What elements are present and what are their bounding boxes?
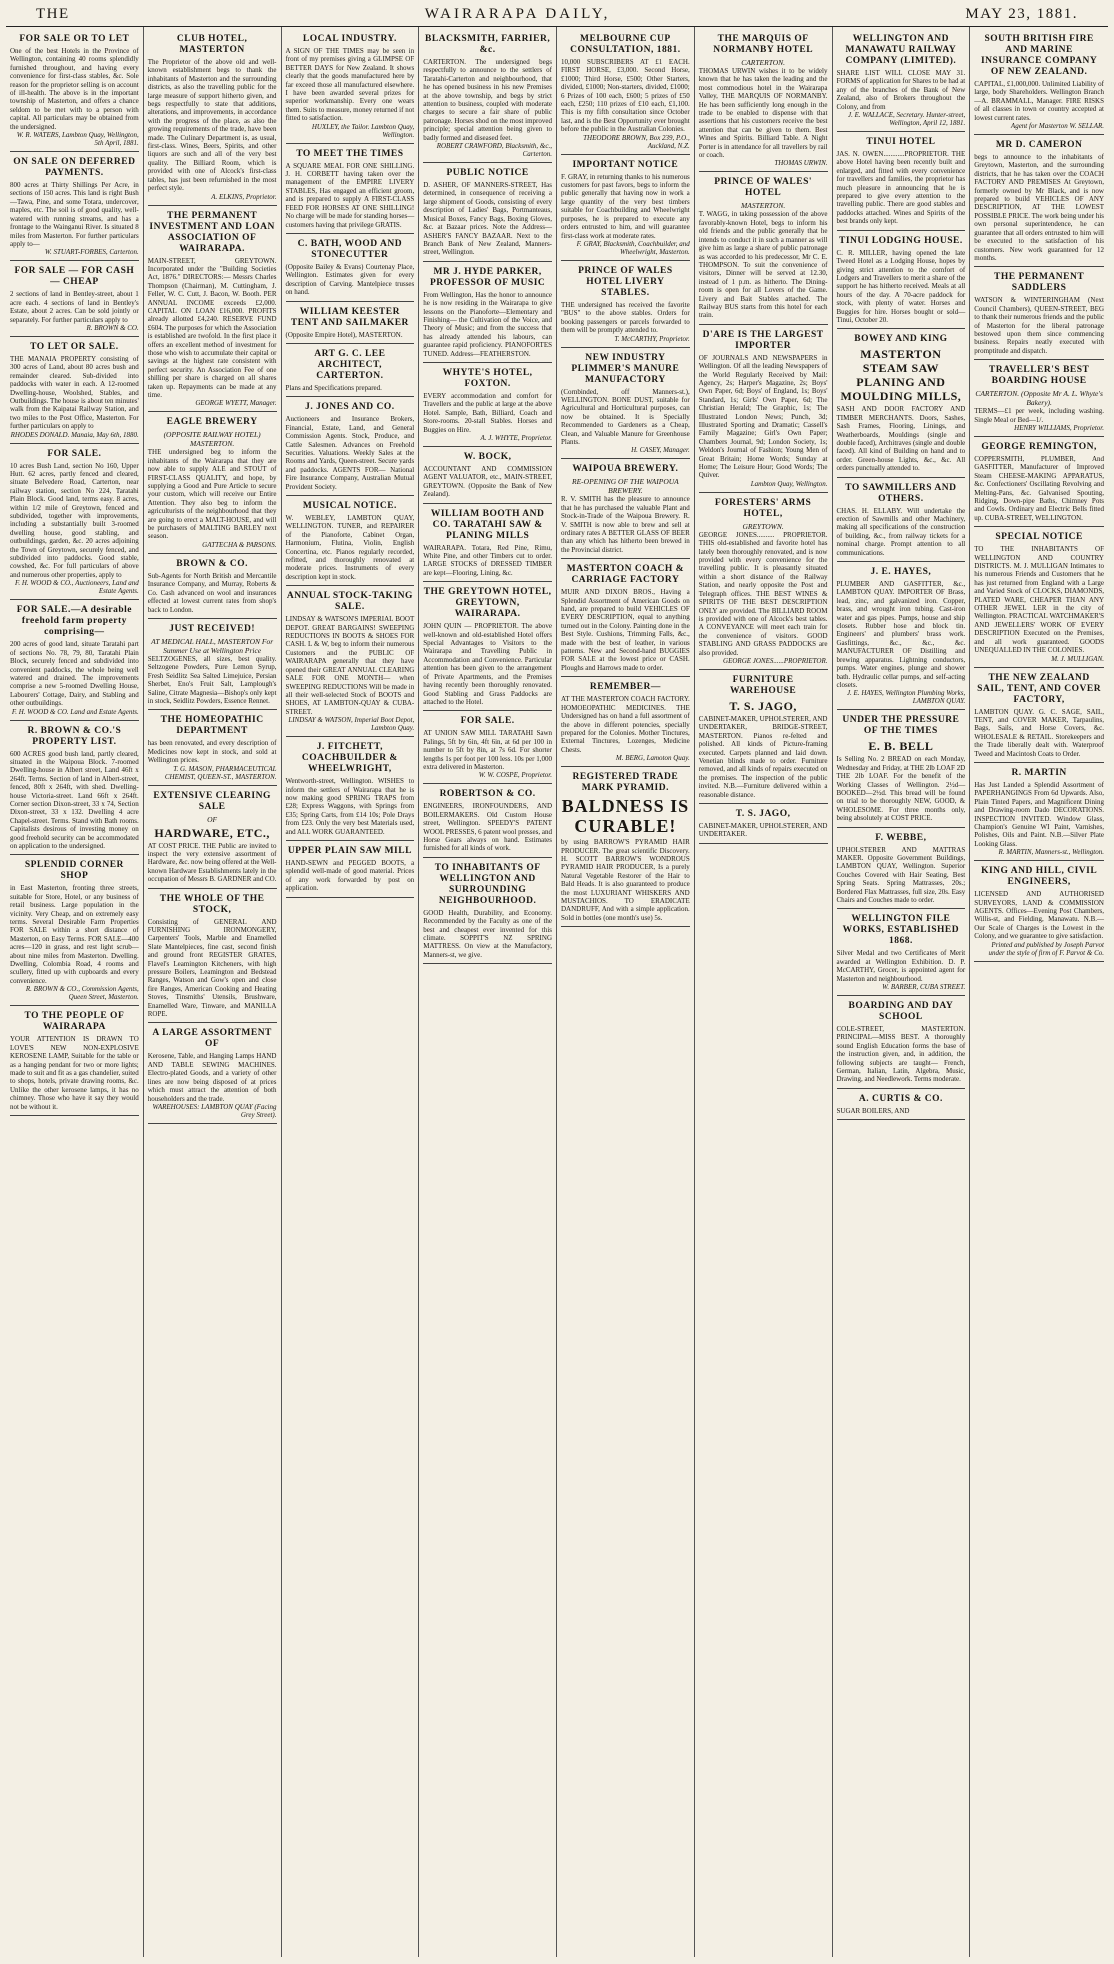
ad-signature: W. R. WATERS, Lambton Quay, Wellington, 5th April, 1881. [16, 131, 139, 148]
advertisement [561, 348, 690, 460]
masthead [6, 4, 1108, 27]
advertisement [423, 29, 552, 163]
advertisement [699, 804, 828, 844]
ad-heading: FOR SALE.—A desirable freehold farm property comprising— [16, 605, 133, 638]
ad-body: Wentworth-street, Wellington. WISHES to inform the settlers of Wairarapa that he is now making good SPRING TRAPS from £28; Express Waggons, with Springs from £35; Spring Carts, from £14 10s; Pole Drays from £23. Only the very best Materials used, and ALL WORK GUARANTEED. [285, 777, 415, 836]
ad-body: WATSON & WINTERINGHAM (Next Council Chambers), QUEEN-STREET, BEG to thank their numerous friends and the public of Masterton for the liberal patronage bestowed upon them since commencing business. Repairs neatly executed with promptitude and dispatch. [974, 296, 1104, 355]
advertisement [974, 135, 1104, 267]
advertisement [974, 29, 1104, 135]
ad-body: CAPITAL, £1,000,000. Unlimited Liability of large, body Shareholders. Wellington Branch—A. BRAMMALL, Manager. FIRE RISKS of all classes in town or country accepted at lowest current rates. [974, 80, 1104, 122]
ad-heading: TO SAWMILLERS AND OTHERS. [845, 482, 957, 504]
ad-body: CABINET-MAKER, UPHOLSTERER, AND UNDERTAKER, BRIDGE-STREET, MASTERTON. Pianos re-felted and polished. All kinds of Picture-framing executed. Carpets planned and laid down. Venetian blinds made to order. Furniture removed, and all kinds of repairs executed on the premises. The inspection of the public invited. N.B.—Furniture delivered within a reasonable distance. [698, 714, 828, 799]
ad-body: SHARE LIST WILL CLOSE MAY 31. FORMS of application for Shares to be had at any of the branches of the Bank of New Zealand, also of Brokers throughout the Colony, and from [836, 69, 966, 111]
ad-heading: BLACKSMITH, FARRIER, &c. [425, 34, 551, 55]
advertisement [148, 619, 277, 710]
ad-body: 600 ACRES good bush land, partly cleared, situated in the Waipoua Block. 7-roomed Dwelling-house in Albert street, Land 46ft x 264ft. Terms. Section of land in Albert-street, fenced, 80ft x 264ft, with shed. Dwelling-house Victoria-street. Land 66ft x 264ft. Corner section Dixon-street, 33 x 74, Section Dixon-street, 33 x 132. Dwelling 4 acre Chapel-street. Terms. Stand with Bath rooms. Capitalists desirous of investing money on good freehold security can be accommodated on application to the undersigned. [10, 749, 139, 850]
advertisement [699, 325, 828, 493]
ad-heading: TO MEET THE TIMES [296, 148, 404, 159]
ad-signature: R. BROWN & CO. [86, 323, 139, 332]
ad-subheading: OF [207, 814, 218, 824]
ad-heading: T. S. JAGO, [735, 809, 791, 819]
ad-heading: WILLIAM BOOTH AND CO. TARATAHI SAW & PLANING MILLS [430, 508, 545, 541]
advertisement [837, 132, 966, 231]
ad-subheading: MASTERTON. [741, 201, 786, 211]
ad-body: Kerosene, Table, and Hanging Lamps HAND AND TABLE SEWING MACHINES. Electro-plated Goods, and a variety of other lines are now being disposed of at prices which must attract the attention of both householders and the trade. [147, 1052, 277, 1103]
ad-body: One of the best Hotels in the Province of Wellington, containing 40 rooms splendidly furnished throughout, and having every convenience for first-class stables, &c. Sole reason for the proprietor selling is on account of ill-health. The above is in the important township of Masterton, and offers a chance seldom to be met with to a person with capital. All particulars may be obtained from the undersigned. [10, 47, 139, 131]
ad-body: GOOD Health, Durability, and Economy. Recommended by the Faculty as one of the best and cheapest ever invented for this climate. SOPPIT'S NZ SPRING MATTRESS. On view at the Manufactory, Manners-st, we give. [423, 908, 552, 959]
ad-signature: F. GRAY, Blacksmith, Coachbuilder, and Wheelwright, Masterton. [576, 239, 690, 256]
advertisement [974, 360, 1104, 437]
advertisement [286, 586, 415, 737]
column-8 [970, 27, 1108, 1957]
advertisement [837, 996, 966, 1089]
ad-signature: R. BROWN & CO., Commission Agents, Queen Street, Masterton. [25, 985, 139, 1002]
ad-body: AT UNION SAW MILL TARATAHI Sawn Palings, 5ft by 6in, 4ft 6in, at 6d per 100 in number to 5ft by 8in, at 7s 6d. For shorter lengths 1s per foot per 100 less. 10s per 1,000 extra delivered in Masterton. [423, 729, 552, 771]
ad-body: SASH AND DOOR FACTORY AND TIMBER MERCHANTS. Doors, Sashes, Sash Frames, Flooring, Linings, and Weatherboards, Mouldings (single and double faced), Architraves (single and double faced). All kind of Building on hand and to order. Green-house Lights, &c., &c. All orders punctually attended to. [836, 405, 966, 473]
advertisement [148, 206, 277, 413]
ad-heading: FOR SALE. [47, 448, 102, 459]
ad-body: 2 sections of land in Bentley-street, about 1 acre each. 4 sections of land in Bentley's Estate, about 2 acres. Can be sold jointly or separately. For further particulars apply to [10, 290, 139, 324]
ad-heading: R. BROWN & CO.'S PROPERTY LIST. [27, 725, 122, 747]
ad-heading: THE WHOLE OF THE STOCK, [159, 893, 265, 915]
advertisement [974, 267, 1104, 360]
ad-body: Plans and Specifications prepared. [285, 383, 382, 392]
ad-signature: W. BARBER, CUBA STREET. [882, 983, 966, 992]
ad-body: D. ASHER, OF MANNERS-STREET, Has determined, in consequence of receiving a large shipment of Goods, consisting of every description of Ladies' Bags, Portmanteaus, Musical Boxes, Fancy Bags, Boxing Gloves, &c. at Bazaar prices. Note the Address— ASHER'S FANCY BAZAAR. Next to the Branch Bank of New Zealand, Manners-street, Wellington. [423, 181, 552, 257]
ad-heading: IMPORTANT NOTICE [572, 159, 679, 170]
ad-heading: WAIPOUA BREWERY. [572, 464, 679, 475]
ad-body: UPHOLSTERER AND MATTRAS MAKER. Opposite Government Buildings, LAMBTON QUAY, Wellington. Superior Couches Covered with Hair Seating, Best Spring Seats. Spring Mattrasses, 20s.; Bordered Flax Mattrasses, full size, 20s. Easy Chairs and Couches made to order. [836, 845, 966, 904]
advertisement [423, 163, 552, 262]
ad-body: F. GRAY, in returning thanks to his numerous customers for past favors, begs to inform the public generally that having now in work a large quantity of the very best timbers suitable for Coachbuilding and Wheelwright purposes, he is prepared to execute any orders entrusted to him, and will guarantee first-class work at moderate rates. [561, 172, 690, 240]
ad-body: OF JOURNALS AND NEWSPAPERS in Wellington. Of all the leading Newspapers of the World Regularly Received by Mail: Agency, 2s; Harper's Magazine, 2s; Boys' Own Paper, 6d; Boys' of England, 1s; Boys' Standard, 1s; Girls' Own Paper, 6d; The Christian Herald; The Graphic, 1s; The Illustrated London News; Punch, 3d; Illustrated Sporting and Dramatic; Cassell's Family Magazine; Girl's Own Paper; Chambers Journal, 9d; London Society, 1s; Weldon's Journal of Fashion; Young Men of Great Britain; Home Words; Sunday at Home; The Leisure Hour; Good Words; The Quiver. [698, 353, 828, 480]
ad-body: LINDSAY & WATSON'S IMPERIAL BOOT DEPOT. GREAT BARGAINS! SWEEPING REDUCTIONS IN BOOTS & SHOES FOR CASH. L & W, beg to inform their numerous Customers and the PUBLIC OF WAIRARAPA generally that they have opened their GREAT ANNUAL CLEARING SALE FOR ONE MONTH— when SWEEPING REDUCTIONS Will be made in all their well-selected Stock of BOOTS and SHOES, AT LAMBTON-QUAY & CUBA-STREET. [285, 615, 415, 716]
ad-heading: FORESTERS' ARMS HOTEL, [714, 497, 812, 519]
ad-signature: T. McCARTHY, Proprietor. [614, 334, 690, 343]
ad-body: T. WAGG, in taking possession of the above favorably-known Hotel, begs to inform his old friends and the public generally that he intends to conduct it in such a manner as will give him as large a share of public patronage as was accorded to his predecessor, Mr C. E. THOMPSON. To suit the convenience of visitors, Dinner will be served at 12.30, instead of 1 p.m. as hitherto. The Dining-room is open for all Lovers of the Game. Livery and Bait Stables attached. The Railway BUS starts from this hotel for each train. [698, 210, 828, 320]
advertisement [10, 721, 139, 856]
advertisement [837, 478, 966, 562]
ad-body: EVERY accommodation and comfort for Travellers and the public at large at the above Hotel. Sample, Bath, Billiard, Coach and Store-rooms. 20-stall Stables. Horses and Buggies on Hire. [423, 391, 552, 434]
ad-heading: A. CURTIS & CO. [858, 1093, 943, 1104]
advertisement [699, 670, 828, 804]
ad-body: YOUR ATTENTION IS DRAWN TO LOVE'S NEW NON-EXPLOSIVE KEROSENE LAMP, Suitable for the table or as a hanging pendant for two or more lights; made to suit and fit as a gas chandelier, suited to shops, hotels, private drawing rooms, &c. Unlike the other kerosene lamps, it has no chimney. Those who have it say they would not be without it. [10, 1035, 139, 1111]
ad-signature: F. H. WOOD & CO. Land and Estate Agents. [11, 707, 139, 716]
ad-heading: ROBERTSON & CO. [439, 789, 536, 800]
ad-signature: J. E. HAYES, Wellington Plumbing Works, LAMBTON QUAY. [846, 689, 966, 706]
ad-signature: A. J. WHYTE, Proprietor. [480, 434, 552, 442]
ad-body: A SQUARE MEAL FOR ONE SHILLING. J. H. CORBETT having taken over the management of the EMPIRE LIVERY STABLES, Has engaged an efficient groom, and is prepared to supply A FIRST-CLASS FEED FOR HORSES AT ONE SHILLING! No charge will be made for standing horses—customers having that privilege GRATIS. [285, 161, 415, 229]
ad-body: 200 acres of good land, situate Taratahi part of sections No. 78, 79, 80, Taratahi Plain Block, securely fenced and subdivided into convenient paddocks, the whole being well watered and drained. The improvements comprise a new 5-roomed Dwelling House, Labourers' Cottage, Dairy, and Stabling and other outbuildings. [10, 640, 139, 708]
ad-body: Silver Medal and two Certificates of Merit awarded at Wellington Exhibition. D. P. McCARTHY, Grocer, is appointed agent for Masterton and neighbourhood. [836, 949, 966, 983]
ad-subheading: RE-OPENING OF THE WAIPOUA BREWERY. [572, 477, 679, 496]
advertisement [837, 562, 966, 710]
ad-signature: R. MARTIN, Manners-st., Wellington. [998, 848, 1104, 857]
ad-signature: F. H. WOOD & CO., Auctioneers, Land and Estate Agents. [14, 579, 139, 596]
advertisement [148, 710, 277, 785]
advertisement [837, 909, 966, 996]
ad-signature: T. G. MASON, PHARMACEUTICAL CHEMIST, QUEEN-ST., MASTERTON. [164, 764, 277, 781]
advertisement [148, 412, 277, 553]
ad-heading: TINUI LODGING HOUSE. [838, 235, 963, 246]
ad-signature: LINDSAY & WATSON, Imperial Boot Depot, Lambton Quay. [288, 716, 415, 733]
ad-body: R. V. SMITH has the pleasure to announce that he has purchased the valuable Plant and Stock-in-Trade of the Waipoua Brewery. R. V. SMITH is now able to brew and sell at ordinary rates A BETTER GLASS OF BEER than any which has hitherto been brewed in the Provincial district. [561, 495, 690, 554]
ad-body: Auctioneers and Insurance Brokers, Financial, Estate, Land, and General Commission Agents. Stock, Produce, and Cattle Salesmen. Advances on Freehold Securities. Valuations. Weekly Sales at the Rooms and Yards, Queen-street. Secure yards and paddocks. AGENTS FOR— National Fire Insurance Company, Australian Mutual Provident Society. [285, 415, 415, 491]
advertisement [148, 889, 277, 1024]
ad-body: THE undersigned has received the favorite "BUS" to the above stables. Orders for booking passengers or parcels forwarded to them will be promptly attended to. [561, 300, 690, 335]
ad-heading: TO LET OR SALE. [30, 341, 119, 352]
advertisement [423, 363, 552, 447]
ad-heading: CLUB HOTEL, MASTERTON [176, 34, 248, 55]
ad-heading: KING AND HILL, CIVIL ENGINEERS, [981, 866, 1098, 888]
ad-body: A SIGN OF THE TIMES may be seen in front of my premises giving a GLIMPSE OF BETTER DAYS for New Zealand. It shows clearly that the goods manufactured here by far exceed those all manufactured elsewhere. I have been awarded several prizes for superior workmanship. Every one wears them. Suits to measure, money returned if not fitted to satisfaction. [285, 47, 415, 123]
advertisement [423, 582, 552, 711]
ad-heading: BOARDING AND DAY SCHOOL [848, 1001, 954, 1023]
ad-heading: SPECIAL NOTICE [995, 532, 1083, 543]
ad-heading: MUSICAL NOTICE. [302, 501, 397, 511]
advertisement [10, 1006, 139, 1116]
ad-heading: TO INHABITANTS OF WELLINGTON AND SURROUNDING NEIGHBOURHOOD. [434, 862, 541, 906]
ad-heading: JUST RECEIVED! [169, 623, 255, 634]
ad-body: THOMAS URWIN wishes it to be widely known that he has taken the leading and the most commodious hotel in the Wairarapa Valley, THE MARQUIS OF NORMANBY. He has been sufficiently long enough in the trade to be enabled to dispense with that assertions that his customers receive the best attention that can be given to them. Best Wines and Spirits. Billiard Table. A Night Porter is in attendance for all travellers by rail or coach. [698, 67, 828, 160]
advertisement [148, 554, 277, 619]
ad-signature: W. STUART-FORBES, Carterton. [44, 248, 139, 257]
ad-heading: WHYTE'S HOTEL, FOXTON. [442, 367, 533, 389]
ad-heading: UNDER THE PRESSURE OF THE TIMES [842, 715, 960, 737]
ad-signature: H. CASEY, Manager. [631, 446, 690, 455]
advertisement [974, 437, 1104, 527]
ad-signature: GEORGE WYETT, Manager. [195, 399, 277, 408]
ad-body: 10,000 SUBSCRIBERS AT £1 EACH. FIRST HORSE, £3,000. Second Horse, £1000; Third Horse, £500; Other Starters, divided, £1000; Non-starters, divided, £1000; 6 Prizes of 100 each, £600; 5 prizes of £50 each, £250; 110 prizes of £10 each, £1,100. This is my fifth consultation since October last, and is the Best Opportunity ever brought before the public in the Australian Colonies. [561, 58, 690, 134]
advertisement [561, 677, 690, 767]
ad-body: PLUMBER AND GASFITTER, &c., LAMBTON QUAY. IMPORTER OF Brass, lead, zinc, and galvanized iron. Copper, brass, and wrought iron tubing. Cast-iron water and gas pipes. Pumps, house and ship closets. Rubber hose and block tin. Engineers' and plumbers' brass work. Gasfittings, &c., &c., &c. MANUFACTURER OF Distilling and brewing apparatus. Lightning conductors, pumps. Water engines, plunge and shower bath. Hydraulic cellar pumps, and self-acting closets. [836, 580, 966, 689]
advertisement [10, 855, 139, 1006]
ad-heading: W. BOCK, [463, 452, 512, 462]
ad-signature: Printed and published by Joseph Parvot under the style of firm of F. Parvot & Co. [988, 940, 1104, 957]
advertisement [286, 144, 415, 234]
ad-subheading: GREYTOWN. [742, 521, 784, 531]
ad-body: by using BARROW'S PYRAMID HAIR PRODUCER. The great scientific Discovery. H. SCOTT BARROW'S WONDROUS PYRAMID HAIR PRODUCER, Is a purely Natural Vegetable Restorer of the Hair to Bald Heads. It is also guaranteed to produce the most LUXURIANT WHISKERS AND MUSTACHIOS. TO ERADICATE DANDRUFF, And with a simple application. Sold in bottles (one month's use) 5s. [561, 838, 690, 922]
ad-body: MUIR AND DIXON BROS., Having a Splendid Assortment of American Goods on hand, are prepared to build VEHICLES OF EVERY DESCRIPTION, equal to anything turned out in the Colony. Painting done in the Best Style. Cushions, Trimming Falls, &c., made with the best of leather, in various patterns. New and Second-hand BUGGIES FOR SALE at the lowest price or CASH. Ploughs and Harrows made to order. [561, 588, 690, 672]
ad-signature: HENRY WILLIAMS, Proprietor. [1014, 423, 1104, 432]
advertisement [837, 828, 966, 910]
ad-signature: J. E. WALLACE, Secretary. Hunter-street, Wellington, April 12, 1881. [848, 111, 966, 128]
advertisement [148, 1023, 277, 1123]
ad-display-heading: T. S. JAGO, [729, 698, 797, 713]
ad-heading: MASTERTON COACH & CARRIAGE FACTORY [566, 564, 684, 586]
ad-heading: THE PERMANENT INVESTMENT AND LOAN ASSOCIATION OF WAIRARAPA. [149, 210, 275, 254]
ad-signature: M. BERG, Lamoton Quay. [615, 754, 690, 763]
ad-heading: WELLINGTON FILE WORKS, ESTABLISHED 1868. [842, 914, 960, 947]
ad-heading: PRINCE OF WALES' HOTEL [714, 177, 812, 199]
ad-display-heading: E. B. BELL [868, 739, 934, 754]
ad-signature: THEODORE BROWN, Box 239, P.O., Auckland, N.Z. [583, 133, 690, 150]
ad-heading: F. WEBBE, [875, 832, 927, 843]
ad-heading: D'ARE IS THE LARGEST IMPORTER [702, 329, 824, 351]
advertisement [423, 447, 552, 504]
ad-signature: Lambton Quay, Wellington. [750, 479, 828, 488]
advertisement [561, 261, 690, 348]
advertisement [974, 668, 1104, 763]
masthead-date: MAY 23, 1881. [965, 6, 1078, 22]
ad-heading: FOR SALE. [460, 716, 515, 727]
ad-heading: TRAVELLER'S BEST BOARDING HOUSE [988, 365, 1090, 387]
advertisement [423, 711, 552, 784]
ad-body: AT THE MASTERTON COACH FACTORY. HOMOEOPATHIC MEDICINES. THE Undersigned has on hand a full assortment of the above in different potencies, specially prepared for the Colonies. Mother Tinctures, External Tinctures, Lozenges, Medicine Chests. [561, 695, 690, 754]
ad-subheading: (OPPOSITE RAILWAY HOTEL) MASTERTON. [163, 430, 261, 449]
advertisement [974, 861, 1104, 961]
ad-heading: MR J. HYDE PARKER, PROFESSOR OF MUSIC [429, 266, 546, 288]
ad-heading: SPLENDID CORNER SHOP [24, 860, 124, 882]
ad-heading: THE GREYTOWN HOTEL, GREYTOWN, WAIRARAPA. [423, 587, 552, 620]
ad-body: C. R. MILLER, having opened the late Tweed Hotel as a Lodging House, hopes by giving strict attention to the comfort of Lodgers and Travellers to merit a share of the support he has hitherto received. Meals at all hours of the day. A 70-acre paddock for stock, with plenty of water. Horses and Buggies for hire. Horses bought or sold—Tinui, October 20. [836, 248, 966, 324]
ad-signature: WAREHOUSES: LAMBTON QUAY (Facing Grey Street). [152, 1102, 277, 1119]
ad-heading: MR D. CAMERON [995, 140, 1083, 151]
ad-heading: TINUI HOTEL [866, 137, 936, 148]
advertisement [974, 763, 1104, 861]
ad-body: (Opposite Bailey & Evans) Courtenay Place, Wellington. Estimates given for every description of Carving. Mantelpiece trusses on hand. [285, 262, 415, 297]
ad-body: SUGAR BOILERS, AND [836, 1106, 910, 1115]
ad-heading: PRINCE OF WALES HOTEL LIVERY STABLES. [578, 265, 673, 298]
ad-body: 800 acres at Thirty Shillings Per Acre, in sections of 150 acres. This land is right Bush—Tawa, Pine, and some Totara, undercover, maples, etc. The soil is of good quality, well-watered with running streams, and has a frontage to the Wainganui River. Is situated 8 miles from Masterton. For further particulars apply to— [10, 181, 139, 248]
ad-headline: BALDNESS IS CURABLE! [561, 796, 690, 837]
ad-heading: MELBOURNE CUP CONSULTATION, 1881. [570, 34, 681, 55]
advertisement [286, 841, 415, 898]
column-3 [282, 27, 420, 1957]
ad-heading: EXTENSIVE CLEARING SALE [153, 790, 271, 812]
ad-signature: A. ELKINS, Proprietor. [211, 192, 277, 201]
ad-heading: UPPER PLAIN SAW MILL [287, 845, 412, 856]
ad-body: THE undersigned beg to inform the inhabitants of the Wairarapa that they are now able to supply ALE and STOUT of FIRST-CLASS QUALITY, and hope, by supplying a Good and Pure Article to secure your custom, which will receive our Entire Attention. They also beg to inform the agriculturists of the neighbourhood that they are going to erect a MALT-HOUSE, and will be purchasers of MALTING BARLEY next season. [147, 448, 277, 541]
ad-heading: WELLINGTON AND MANAWATU RAILWAY COMPANY (LIMITED). [845, 34, 957, 66]
advertisement [561, 155, 690, 261]
ad-body: COLE-STREET, MASTERTON. PRINCIPAL—MISS BEST. A thoroughly sound English Education forms the base of the instruction given, and, in addition, the following subjects are taught— French, German, Italian, Latin, Algebra, Music, Drawing, and Needlework. Terms moderate. [836, 1025, 966, 1084]
ad-signature: HUXLEY, the Tailor. Lambton Quay, Wellington. [311, 122, 415, 139]
ad-body: 10 acres Bush Land, section No 160, Upper Hutt. 62 acres, partly fenced and cleared, situate Belvedere Road, Carterton, near railway station, section No 224, Taratahi Plain Block. Good land, terms easy. 8 acres, within 1/2 mile of Greytown, fenced and subdivided, together with improvements, including a substantially built 3-roomed dwelling house, good stabling, and outbuildings, garden, &c. 20 acres adjoining the Town of Greytown, securely fenced, and subdivided into paddocks. Good stable, cowshed, &c. For full particulars of above and numerous other properties, apply to [10, 461, 139, 579]
ad-heading: J. E. HAYES, [870, 567, 932, 578]
ad-body: CHAS. H. ELLABY. Will undertake the erection of Sawmills and other Machinery, making all specifications of the construction of building, &c., from railway tickets for a nominal charge. Prompt attention to all communications. [836, 506, 966, 557]
advertisement [286, 737, 415, 841]
advertisement [699, 29, 828, 172]
ad-subheading: CARTERTON. [741, 58, 786, 67]
ad-body: Is Selling No. 2 BREAD on each Monday, Wednesday and Friday, at THE 2lb LOAF 2D THE 2lb LOAF. For the benefit of the Working Classes of Wellington. 2½d—BOOKED—2½d. This bread will be found on trial to be thoroughly NEW, GOOD, & WHOLESOME. For three months only, being absolutely at COST PRICE. [836, 755, 966, 823]
advertisement [699, 172, 828, 324]
ad-heading: REGISTERED TRADE MARK PYRAMID. [572, 772, 679, 794]
advertisement [10, 600, 139, 720]
ad-signature: GEORGE JONES......PROPRIETOR. [723, 656, 828, 665]
column-5 [557, 27, 695, 1957]
advertisement [837, 231, 966, 330]
advertisement [561, 29, 690, 155]
ad-signature: W. W. COSPE, Proprietor. [478, 771, 552, 780]
ad-body: Has Just Landed a Splendid Assortment of PAPERHANGINGS From 6d Upwards. Also, Plain Tinted Papers, and Magnificent Dining and Drawing-room Dado DECORATIONS. INSPECTION INVITED. Window Glass, Champion's Genuine WI Paint, Varnishes, Polishes, Oils and Paint. N.B.—Silver Plate Looking Glass. [974, 780, 1104, 848]
ad-body: From Wellington, Has the honor to announce he is now residing in the Wairarapa to give lessons on the Pianoforte—Elementary and Finishing— the Cultivation of the Voice, and Theory of Music; and from the success that has already attended his labours, can guarantee rapid proficiency. PIANOFORTES TUNED. Address—FEATHERSTON. [423, 290, 552, 358]
ad-heading: THE HOMEOPATHIC DEPARTMENT [160, 715, 264, 737]
ad-heading: FURNITURE WAREHOUSE [729, 674, 797, 696]
ad-heading: BOWEY AND KING [854, 334, 948, 345]
masthead-title: WAIRARAPA DAILY, [424, 6, 611, 22]
advertisement [10, 444, 139, 601]
ad-heading: TO THE PEOPLE OF WAIRARAPA [24, 1011, 125, 1033]
advertisement [423, 858, 552, 964]
advertisement [974, 527, 1104, 667]
ad-body: Consisting of GENERAL AND FURNISHING IRONMONGERY, Carpenters' Tools, Marble and Enamelled Slate Mantelpieces, fine cast, second finish and ground front REGISTER GRATES, Flavel's Leamington Kitcheners, with high pressure Boilers, Leamington and Bedstead Ranges, Watson and Gow's open and close fire Ranges, American Cooking and Heating Stoves, Tinsmiths' Utensils, Brushware, Enamelled Ware, Tinware, and MANILLA ROPE. [147, 917, 277, 1019]
advertisement [561, 459, 690, 559]
column-1 [6, 27, 144, 1957]
ad-body: HAND-SEWN and PEGGED BOOTS, a splendid well-made of good material. Prices of any work forwarded by post on application. [285, 858, 415, 893]
ad-heading: PUBLIC NOTICE [446, 168, 529, 179]
ad-heading: FOR SALE — FOR CASH — CHEAP [14, 266, 135, 288]
advertisement [148, 786, 277, 889]
column-6 [695, 27, 833, 1957]
ad-signature: ROBERT CRAWFORD, Blacksmith, &c., Carterton. [436, 142, 552, 159]
advertisement [286, 29, 415, 144]
ad-heading: REMEMBER— [589, 682, 661, 693]
ad-body: COPPERSMITH, PLUMBER, And GASFITTER, Manufacturer of Improved Steam CHEESE-MAKING APPARATUS, &c. Confectioners' Oscillating Revolving and Melting-Pans, &c. Galvanised Spouting, Ridging, Down-pipe Baths, Chimney Pots and Cowls. Ordinary and Electric Bells fitted up. CUBA-STREET, WELLINGTON. [974, 454, 1104, 522]
ad-body: CABINET-MAKER, UPHOLSTERER, AND UNDERTAKER. [698, 822, 828, 839]
ad-body: ACCOUNTANT AND COMMISSION AGENT VALUATOR, etc., MAIN-STREET, GREYTOWN. (Opposite the Bank of New Zealand). [423, 465, 552, 499]
ad-body: CARTERTON. The undersigned begs respectfully to announce to the settlers of Taratahi-Carterton and neighbourhood, that he has opened business in his new Premises at the above township, and begs by strict attention to business, coupled with moderate charges to secure a fair share of public patronage. Horses shod on the most improved principle; special attention being given to badly formed and diseased feet. [423, 58, 552, 142]
ad-heading: GEORGE REMINGTON, [981, 441, 1097, 452]
ad-body: TERMS—£1 per week, including washing. Single Meal or Bed—1/. [974, 407, 1104, 424]
ad-heading: EAGLE BREWERY [166, 417, 258, 428]
ad-display-heading: HARDWARE, ETC., [154, 825, 270, 840]
advertisement [286, 397, 415, 496]
ad-body: GEORGE JONES.......... PROPRIETOR. THIS old-established and favorite hotel has lately been thoroughly renovated, and is now provided with every convenience for the travelling public. It is pleasantly situated within a short distance of the Railway Station, and nearly opposite the Post and Telegraph offices. THE BEST WINES & SPIRITS OF THE BEST DESCRIPTION ONLY are provided. The BILLIARD ROOM is provided with one of Alcock's best tables. A CONVEYANCE will meet each train for the convenience of visitors. GOOD STABLING AND GRASS PADDOCKS are also provided. [698, 530, 828, 657]
ad-body: has been renovated, and every description of Medicines now kept in stock, and sold at Wellington prices. [147, 739, 277, 765]
advertisement [10, 337, 139, 444]
advertisement [10, 152, 139, 261]
ad-heading: ON SALE ON DEFERRED PAYMENTS. [13, 157, 136, 179]
advertisement [10, 29, 139, 152]
ad-body: SELTZOGENES, all sizes, best quality. Seltzogene Powders, Pure Lemon Syrup, Fresh Seidlitz Sea Salted Limejuice, Persian Sherbet, Eno's Fruit Salt, Lamplough's Saline, Citrate Magnesia—Bishop's only kept in stock, Seidlitz Powders, Essence Rennet. [147, 654, 277, 705]
ad-body: ENGINEERS, IRONFOUNDERS, AND BOILERMAKERS. Old Custom House street, Wellington. SPEEDY'S PATENT WOOL PRESSES, 6 patent wool presses, and Horse Gears always on hand. Estimates furnished for all kinds of work. [423, 802, 552, 853]
ad-heading: LOCAL INDUSTRY. [302, 34, 397, 44]
advertisement [423, 784, 552, 857]
ad-body: begs to announce to the inhabitants of Greytown, Masterton, and the surrounding districts, that he has taken over the COACH FACTORY AND PREMISES At Greytown, formerly owned by Mr Black, and is now prepared to build VEHICLES OF ANY DESCRIPTION, AT THE LOWEST POSSIBLE PRICE. The work being under his own personal superintendence, he can guarantee that all orders entrusted to him will be executed to the satisfaction of his customers. New work guaranteed for 12 months. [974, 153, 1104, 262]
ad-heading: SOUTH BRITISH FIRE AND MARINE INSURANCE COMPANY OF NEW ZEALAND. [980, 34, 1098, 77]
ad-heading: BROWN & CO. [176, 558, 248, 569]
ad-heading: J. JONES AND CO. [305, 402, 395, 413]
ad-heading: THE PERMANENT SADDLERS [994, 272, 1085, 294]
ad-signature: GATTECHA & PARSONS. [202, 540, 277, 549]
ad-signature: Agent for Masterton W. SELLAR. [1010, 122, 1104, 131]
ad-body: (Opposite Empire Hotel), MASTERTON. [285, 330, 403, 339]
ad-body: Sub-Agents for North British and Mercantile Insurance Company, and Murray, Roberts & Co. Cash advanced on wool and insurances effected at lowest current rates from shop's back to London. [147, 571, 277, 614]
column-7 [833, 27, 971, 1957]
ad-body: WAIRARAPA. Totara, Red Pine, Rimu, White Pine, and other Timbers cut to order. LARGE STOCKS of DRESSED TIMBER are kept—Flooring, Lining, &c. [423, 543, 552, 577]
ad-heading: J. FITCHETT, COACHBUILDER & WHEELWRIGHT, [301, 742, 398, 775]
advertisement [561, 767, 690, 927]
ad-heading: R. MARTIN [1011, 767, 1067, 778]
ad-body: THE MANAIA PROPERTY consisting of 300 acres of Land, about 80 acres bush and remainder cleared. Sub-divided into paddocks with water in each. A 12-roomed Dwelling-house, Woolshed, Stables, and Outbuildings. The house is about ten minutes' walk from the Kaipatai Railway Station, and two miles to the Post Office, Masterton. For further particulars on apply to [10, 354, 139, 431]
ad-heading: FOR SALE OR TO LET [19, 34, 130, 44]
advertisement [286, 496, 415, 586]
ad-body: W. WEBLEY, LAMBTON QUAY, WELLINGTON. TUNER, and REPAIRER of the Pianoforte, Cabinet Organ, Harmonium, Flutina, Violin, English Concertina, etc. Pianos regularly recorded, refitted, and thoroughly renovated at moderate prices. Instruments of every description kept in stock. [285, 514, 415, 581]
ad-body: in East Masterton, fronting three streets, suitable for Store, Hotel, or any business of retail business. Large population in the vicinity. Very Cheap, and on extremely easy terms. Several Desirable Farm Properties FOR SALE within a short distance of Masterton, on Easy Terms. FOR SALE—400 acres—120 in grass, and rest light scrub—about nine miles from Masterton. Dwelling. Dwelling, Colombia Road, 4 rooms and scullery, fitted up with cupboards and every convenience. [10, 884, 139, 985]
ad-signature: RHODES DONALD. Manaia, May 6th, 1880. [10, 430, 139, 439]
ad-heading: THE NEW ZEALAND SAIL, TENT, AND COVER FACTORY, [977, 672, 1102, 705]
advertisement [699, 493, 828, 670]
advertisement [286, 302, 415, 344]
ad-heading: THE MARQUIS OF NORMANBY HOTEL [713, 34, 814, 55]
advertisement [10, 261, 139, 337]
column-2 [144, 27, 282, 1957]
ad-body: JOHN QUIN — PROPRIETOR. The above well-known and old-established Hotel offers Special Advantages to Visitors to the Wairarapa and Travelling Public in Accommodation and Convenience. Particular attention has been given to the arrangement of Private Apartments, and the Premises having recently been thoroughly renovated. Good Stabling and Grass Paddocks are attached to the Hotel. [423, 622, 552, 706]
advertisement [286, 344, 415, 397]
columns [6, 27, 1108, 1957]
advertisement [837, 710, 966, 827]
ad-heading: WILLIAM KEESTER TENT AND SAILMAKER [290, 306, 409, 328]
advertisement [423, 504, 552, 583]
ad-body: TO THE INHABITANTS OF WELLINGTON AND COUNTRY DISTRICTS. M. J. MULLIGAN Intimates to his numerous Friends and Customers that he has just returned from England with a Large and Varied Stock of CLOCKS, DIAMONDS, PLATED WARE, CHEAPER THAN ANY OTHER JEWEL LER in the city of Wellington. PRACTICAL WATCHMAKER'S AND JEWELLERS' WORK OF EVERY DESCRIPTION Executed on the Premises, and all work guaranteed. GOODS UNEQUALLED IN THE COLONIES. [974, 545, 1104, 655]
advertisement [837, 1089, 966, 1120]
ad-heading: ART G. C. LEE ARCHITECT, CARTERTON. [314, 348, 386, 381]
ad-subheading: AT MEDICAL HALL, MASTERTON For Summer Use at Wellington Price [151, 636, 274, 655]
ad-body: LICENSED AND AUTHORISED SURVEYORS, LAND & COMMISSION AGENTS. Offices—Evening Post Chambers, Willis-st, and Fielding, Manawatu. N.B.—Our Scale of Charges is the Lowest in the Colony, and we guarantee to give satisfaction. [974, 890, 1104, 941]
advertisement [837, 29, 966, 132]
masthead-left: THE [36, 6, 70, 22]
ad-heading: NEW INDUSTRY PLIMMER'S MANURE MANUFACTORY [571, 352, 680, 385]
ad-body: The Proprietor of the above old and well-known establishment begs to thank the inhabitants of Masterton and the surrounding districts, as also the travelling public for the large measure of support hitherto given, and begs respectfully to state that additions, alterations, and improvements, in accordance with the progress of the place, as also the growing requirements of the trade, have been made. The Culinary Department is, as usual, first-class. Wines, Beers, Spirits, and other liquors are such and all of the very best quality. The Billiard Room, which is provided with one of Alcock's first-class tables, has just been refurnished in the most perfect style. [147, 58, 277, 193]
ad-display-heading: MASTERTON STEAM SAW PLANING AND MOULDING MILLS, [840, 347, 962, 404]
ad-body: MAIN-STREET, GREYTOWN. Incorporated under the "Building Societies Act, 1876." DIRECTORS:— Messrs Charles Thompson (Chairman), M. Cuttingham, J. Feller, W. C. Cutt, J. Bacon, W. Booth. PER ANNUAL INCOME exceeds £2,000. CAPITAL ON LOAN £16,000. PROFITS already allotted £4,240. RESERVE FUND £604. The purposes for which the Association is established are twofold. In the first place it offers an excellent method of investment for those who wish to accumulate their capital or savings at the highest rate consistent with perfect security. An Association Fee of one shilling per share is charged on all shares taken up. Repayments can be made at any time. [147, 256, 277, 399]
ad-body: LAMBTON QUAY. G. C. SAGE, SAIL, TENT, and COVER MAKER, Tarpaulins, Bags, Sails, and Horse Covers, &c. WHOLESALE & RETAIL. Storekeepers and the Trade liberally dealt with. Waterproof Tweed and Macintosh Coats to Order. [974, 707, 1104, 758]
advertisement [286, 234, 415, 302]
advertisement [148, 29, 277, 206]
ad-heading: A LARGE ASSORTMENT OF [152, 1028, 272, 1050]
ad-body: JAS. N. OWEN............PROPRIETOR. THE above Hotel having been recently built and enlarged, and fitted with every convenience for travellers and families, the proprietor has much pleasure in announcing that he is prepared to give every attention to the travelling public. There are good stables and paddocks attached. Wines and Spirits of the best brands only kept. [836, 150, 966, 226]
ad-subheading: CARTERTON. (Opposite Mr A. L. Whyte's Bakery). [975, 389, 1103, 408]
ad-body: AT COST PRICE. THE Public are invited to inspect the very extensive assortment of Hardware, &c. now being offered at the Well-known Hardware Establishments lately in the occupation of Messrs B. GARDNER and CO. [147, 841, 277, 884]
ad-heading: ANNUAL STOCK-TAKING SALE. [286, 591, 413, 613]
ad-heading: C. BATH, WOOD AND STONECUTTER [297, 238, 403, 260]
ad-body: (Cornbinded, off Manners-st.), WELLINGTON. BONE DUST, suitable for Agricultural and Horticultural purposes, can now be obtained. It is Specially Recommended to Gardeners as a Cheap, Clean, and Valuable Manure for Greenhouse Plants. [561, 387, 690, 446]
advertisement [561, 559, 690, 677]
advertisement [423, 262, 552, 363]
ad-signature: THOMAS URWIN. [774, 159, 828, 168]
column-4 [419, 27, 557, 1957]
advertisement [837, 329, 966, 477]
ad-signature: M. J. MULLIGAN. [1051, 654, 1104, 663]
